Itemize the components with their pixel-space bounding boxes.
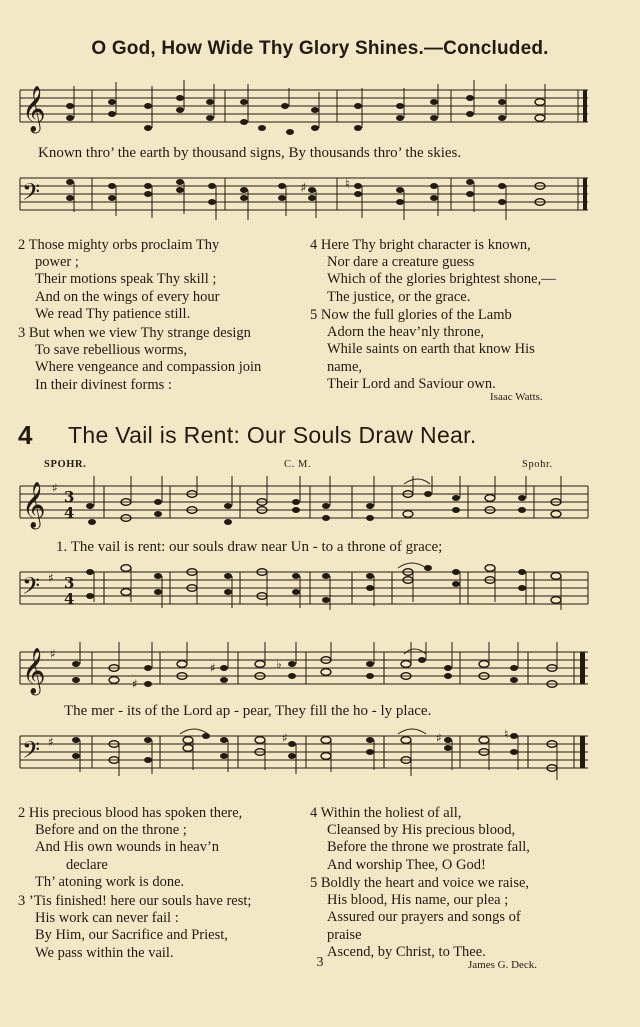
svg-text:♯: ♯ [132,677,138,691]
hymn-b-treble-staff-1 [0,476,640,540]
composer-left: SPOHR. [44,459,87,470]
hymn-a-title: O God, How Wide Thy Glory Shines.—Concluded. [91,38,549,59]
hymn-b-lyric-2: The mer - its of the Lord ap - pear, They fill the ho - ly place. [64,703,432,719]
hymn-a-bass-staff [0,168,640,228]
svg-text:♯: ♯ [210,661,216,675]
time-sig-bottom: 4 [64,504,75,522]
hymn-a-treble-staff [0,80,640,148]
svg-text:4: 4 [64,590,75,608]
svg-text:♮: ♮ [345,177,350,192]
svg-text:♯: ♯ [52,481,58,495]
svg-text:𝄞: 𝄞 [22,482,46,528]
hymn-b-title: The Vail is Rent: Our Souls Draw Near. [68,422,477,448]
svg-text:𝄢: 𝄢 [22,572,41,605]
hymn-number: 4 [18,420,33,450]
hymn-b-verse-3: 3 ’Tis finished! here our souls have rest; His work can never fail : By Him, our Sacrifice and Priest, We pass within the vail. [18,893,252,961]
svg-text:3: 3 [64,574,75,592]
hymn-b-verse-2: 2 His precious blood has spoken there, Before and on the throne ; And His own wounds in heav’n declare Th’ atoning work is done. [18,805,243,890]
hymn-b-verse-4: 4 Within the holiest of all, Cleansed by His precious blood, Before the throne we prostrate fall, And worship Thee, O God! [310,805,530,873]
svg-text:𝄢: 𝄢 [22,736,41,769]
bass-clef-icon: 𝄢 [22,178,41,211]
svg-text:♮: ♮ [504,727,509,741]
hymn-b-verse-5: 5 Boldly the heart and voice we raise, His blood, His name, our plea ; Assured our prayers and songs of praise Ascend, by Christ, to Thee. [310,875,530,960]
hymn-a-verse-4: 4 Here Thy bright character is known, Nor dare a creature guess Which of the glories brightest shone,— The justice, or the grace. [310,237,556,305]
time-sig-top: 3 [64,488,75,506]
svg-text:♯: ♯ [436,731,442,745]
svg-text:♯: ♯ [282,731,288,745]
hymn-b-bass-staff-2 [0,726,640,790]
hymn-b-author: James G. Deck. [468,959,538,971]
svg-text:♭: ♭ [276,657,282,671]
svg-text:𝄞: 𝄞 [22,648,46,694]
meter: C. M. [284,459,312,470]
hymn-a-lyric: Known thro’ the earth by thousand signs, By thousands thro’ the skies. [38,145,462,161]
hymn-a-verse-3: 3 But when we view Thy strange design To save rebellious worms, Where vengeance and compassion join In their divinest forms : [18,325,262,393]
svg-text:♯: ♯ [50,647,56,661]
hymn-a-verse-2: 2 Those mighty orbs proclaim Thy power ; Their motions speak Thy skill ; And on the wings of every hour We read Thy patience still. [18,237,220,322]
composer-right: Spohr. [522,459,553,470]
hymn-b-lyric-1: 1. The vail is rent: our souls draw near Un - to a throne of grace; [56,539,443,555]
svg-text:♯: ♯ [48,735,54,749]
svg-text:♯: ♯ [300,181,307,196]
hymn-b-bass-staff-1 [0,562,640,622]
page-number: 3 [316,955,324,970]
treble-clef-icon: 𝄞 [22,86,46,132]
hymn-a-verse-5: 5 Now the full glories of the Lamb Adorn the heav’nly throne, While saints on earth that know His name, Their Lord and Saviour own. [310,307,535,392]
hymn-b-treble-staff-2 [0,642,640,706]
hymn-a-author: Isaac Watts. [490,391,543,403]
svg-text:♯: ♯ [48,571,54,585]
